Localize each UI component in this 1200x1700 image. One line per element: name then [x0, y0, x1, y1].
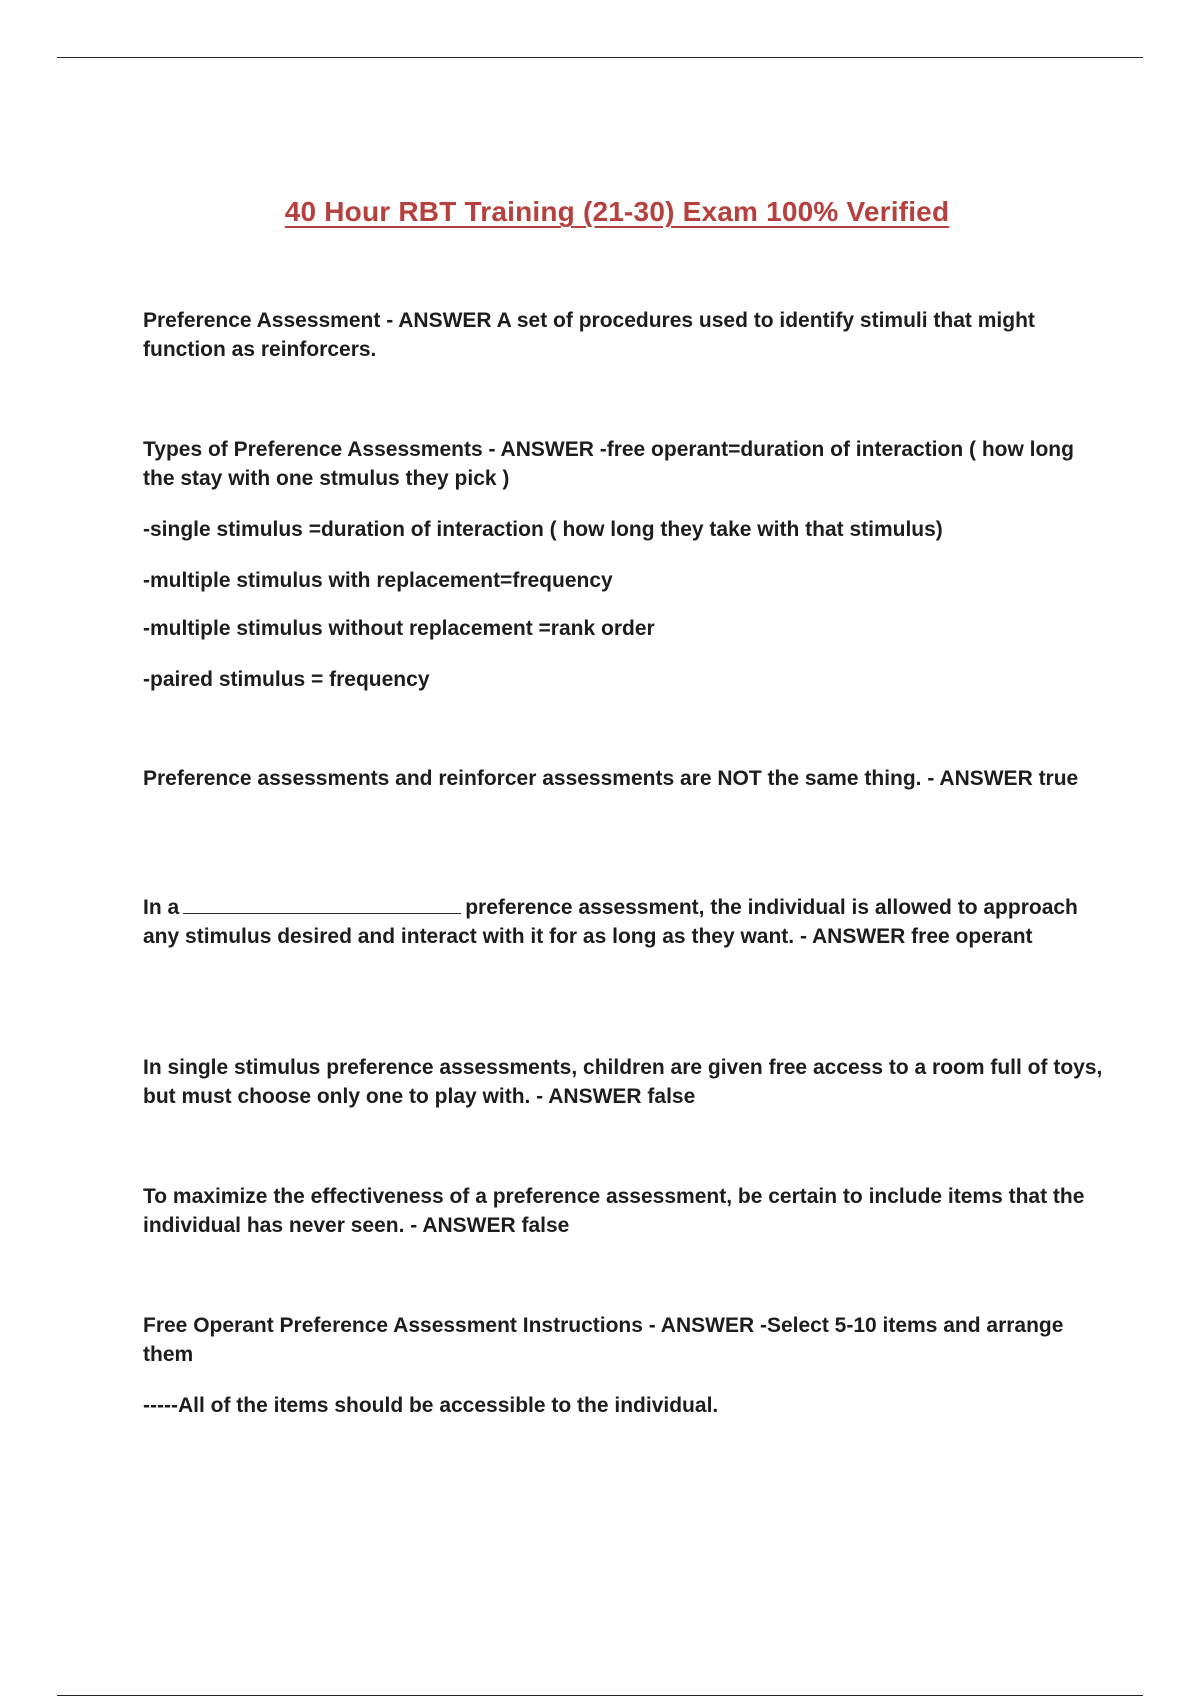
document-title: 40 Hour RBT Training (21-30) Exam 100% Verified [284, 196, 950, 227]
top-rule [57, 57, 1143, 58]
fill-blank-rest: preference assessment, the individual is allowed to approach any stimulus desired and interact with it for as long as they want. - ANSWER free operant [143, 896, 1078, 948]
bottom-rule [57, 1695, 1143, 1696]
fill-blank-prefix: In a [143, 896, 180, 919]
paragraph-not-the-same-thing: Preference assessments and reinforcer assessments are NOT the same thing. - ANSWER true [143, 767, 1079, 790]
paragraph-multiple-with-replacement: -multiple stimulus with replacement=frequency [143, 569, 613, 592]
paragraph-fill-in-blank [143, 893, 1103, 951]
paragraph-types-of-preference-assessments: Types of Preference Assessments - ANSWER -free operant=duration of interaction ( how long the stay with one stmulus they pick ) [143, 438, 1074, 490]
paragraph-single-stimulus-question: In single stimulus preference assessments, children are given free access to a room full of toys, but must choose only one to play with. - ANSWER false [143, 1056, 1103, 1108]
paragraph-paired-stimulus: -paired stimulus = frequency [143, 668, 430, 691]
paragraph-free-operant-instructions: Free Operant Preference Assessment Instructions - ANSWER -Select 5-10 items and arrange them [143, 1314, 1064, 1366]
paragraph-preference-assessment: Preference Assessment - ANSWER A set of procedures used to identify stimuli that might function as reinforcers. [143, 309, 1035, 361]
fill-blank-line [183, 895, 461, 914]
paragraph-items-accessible: -----All of the items should be accessible to the individual. [143, 1394, 719, 1417]
paragraph-single-stimulus: -single stimulus =duration of interaction ( how long they take with that stimulus) [143, 518, 943, 541]
paragraph-maximize-effectiveness: To maximize the effectiveness of a preference assessment, be certain to include items that the individual has never seen. - ANSWER false [143, 1185, 1085, 1237]
paragraph-multiple-without-replacement: -multiple stimulus without replacement =rank order [143, 617, 655, 640]
